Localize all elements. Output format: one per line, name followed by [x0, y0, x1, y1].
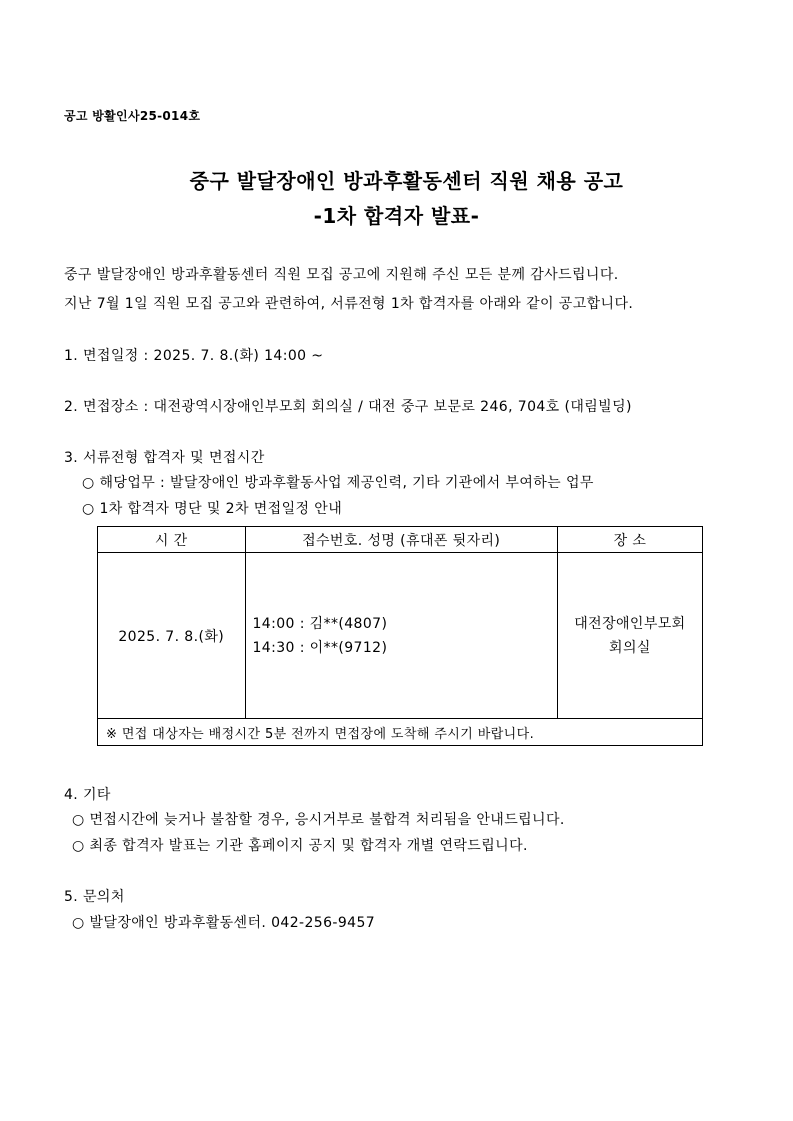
table-note: ※ 면접 대상자는 배정시간 5분 전까지 면접장에 도착해 주시기 바랍니다.: [98, 719, 703, 746]
table-header-row: [98, 527, 703, 553]
section-4-heading: 4. 기타: [64, 787, 111, 803]
page-title: 중구 발달장애인 방과후활동센터 직원 채용 공고: [189, 169, 624, 193]
interview-schedule: 1. 면접일정 : 2025. 7. 8.(화) 14:00 ~: [64, 348, 324, 364]
interview-location: 2. 면접장소 : 대전광역시장애인부모회 회의실 / 대전 중구 보문로 246, 704호 (대림빌딩): [64, 399, 632, 415]
section-5-heading: 5. 문의처: [64, 889, 125, 905]
header-time: 시 간: [98, 527, 246, 553]
section-3-bullet-duty: ○ 해당업무 : 발달장애인 방과후활동사업 제공인력, 기타 기관에서 부여하는 업무: [82, 475, 594, 491]
table-note-row: [98, 719, 703, 746]
section-4-bullet-1: ○ 면접시간에 늦거나 불참할 경우, 응시거부로 불합격 처리됨을 안내드립니다.: [72, 812, 565, 828]
section-4-bullet-2: ○ 최종 합격자 발표는 기관 홈페이지 공지 및 합격자 개별 연락드립니다.: [72, 838, 528, 854]
header-place: 장 소: [557, 527, 702, 553]
cell-place: [557, 553, 702, 719]
table-row: [98, 553, 703, 719]
applicant-entry-2: 14:30 : 이**(9712): [252, 639, 388, 656]
place-line-1: 대전장애인부모회: [574, 615, 686, 632]
section-3-bullet-list: ○ 1차 합격자 명단 및 2차 면접일정 안내: [82, 501, 343, 517]
intro-line-1: 중구 발달장애인 방과후활동센터 직원 모집 공고에 지원해 주신 모든 분께 감사드립니다.: [64, 267, 619, 283]
document-number: 공고 방활인사25-014호: [64, 109, 201, 123]
schedule-table: [97, 526, 703, 746]
contact-info: ○ 발달장애인 방과후활동센터. 042-256-9457: [72, 915, 376, 931]
cell-applicants: [245, 553, 557, 719]
header-applicant: 접수번호. 성명 (휴대폰 뒷자리): [245, 527, 557, 553]
section-3-heading: 3. 서류전형 합격자 및 면접시간: [64, 450, 265, 466]
applicant-entry-1: 14:00 : 김**(4807): [252, 615, 388, 632]
intro-line-2: 지난 7월 1일 직원 모집 공고와 관련하여, 서류전형 1차 합격자를 아래와 같이 공고합니다.: [64, 296, 634, 312]
place-line-2: 회의실: [609, 639, 651, 656]
page-subtitle: -1차 합격자 발표-: [313, 204, 480, 228]
cell-date: 2025. 7. 8.(화): [98, 553, 246, 719]
